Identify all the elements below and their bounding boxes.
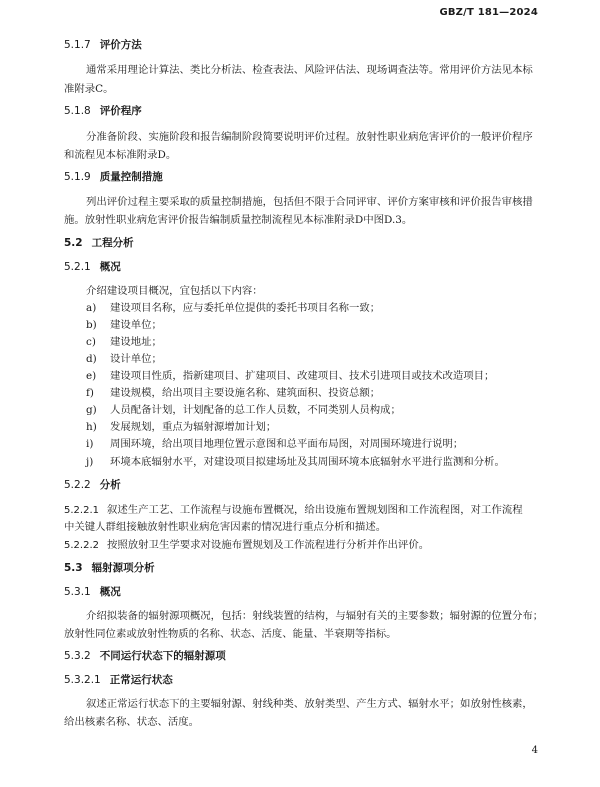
paragraph-text: 按照放射卫生学要求对设施布置规划及工作流程进行分析并作出评价。: [107, 539, 430, 551]
section-5-2-heading: [64, 235, 600, 250]
section-number: 5.3.2.1: [64, 674, 101, 686]
paragraph-text: 叙述生产工艺、工作流程与设施布置概况，给出设施布置规划图和工作流程图，对工作流程: [107, 504, 523, 516]
section-number: 5.2.1: [64, 261, 91, 273]
paragraph-line: 中关键人群组接触放射性职业病危害因素的情况进行重点分析和描述。: [64, 521, 387, 533]
section-number: 5.1.8: [64, 105, 91, 117]
section-number: 5.1.9: [64, 171, 91, 183]
section-title: 概况: [99, 261, 121, 273]
header-standard-code: GBZ/T 181—2024: [439, 7, 538, 18]
paragraph-line: 介绍建设项目概况，宜包括以下内容：: [86, 285, 263, 297]
subsection-number: 5.2.2.2: [64, 540, 99, 551]
list-item: j) 环境本底辐射水平，对建设项目拟建场址及其周围环境本底辐射水平进行监测和分析。: [86, 456, 505, 468]
section-title: 辐射源项分析: [91, 562, 155, 574]
section-5-3-2-heading: [64, 648, 600, 663]
section-number: 5.3.1: [64, 586, 91, 598]
section-5-2-2-heading: [64, 477, 600, 492]
paragraph-line: 准附录C。: [64, 83, 114, 95]
section-5-1-7-heading: [64, 37, 600, 52]
paragraph-line: 和流程见本标准附录D。: [64, 149, 177, 161]
list-item: d) 设计单位；: [86, 353, 162, 365]
paragraph-line: 给出核素名称、状态、活度。: [64, 716, 200, 728]
section-number: 5.3.2: [64, 650, 91, 662]
list-item: c) 建设地址；: [86, 336, 162, 348]
paragraph-line: 叙述正常运行状态下的主要辐射源、射线种类、放射类型、产生方式、辐射水平；如放射性核素，: [86, 698, 533, 710]
list-item: i) 周围环境，给出项目地理位置示意图和总平面布局图，对周围环境进行说明；: [86, 438, 464, 450]
section-5-1-9-heading: [64, 169, 600, 184]
list-item: g) 人员配备计划，计划配备的总工作人员数，不同类别人员构成；: [86, 404, 401, 416]
section-title: 分析: [99, 479, 121, 491]
section-number: 5.1.7: [64, 39, 91, 51]
subsection-5-2-2-2-line: [64, 536, 600, 551]
list-item: e) 建设项目性质，指新建项目、扩建项目、改建项目、技术引进项目或技术改造项目；: [86, 370, 495, 382]
section-number: 5.3: [64, 562, 83, 574]
paragraph-line: 放射性同位素或放射性物质的名称、状态、活度、能量、半衰期等指标。: [64, 628, 397, 640]
section-title: 工程分析: [91, 237, 134, 249]
section-5-1-8-heading: [64, 103, 600, 118]
paragraph-line: 列出评价过程主要采取的质量控制措施，包括但不限于合同评审、评价方案审核和评价报告审核措: [86, 196, 533, 208]
section-title: 正常运行状态: [109, 674, 173, 686]
section-number: 5.2.2: [64, 479, 91, 491]
section-title: 质量控制措施: [99, 171, 163, 183]
paragraph-line: 介绍拟装备的辐射源项概况，包括：射线装置的结构，与辐射有关的主要参数；辐射源的位置分布；: [86, 610, 544, 622]
list-item: f) 建设规模，给出项目主要设施名称、建筑面积、投资总额；: [86, 387, 381, 399]
section-5-3-2-1-heading: [64, 672, 600, 687]
page-number: 4: [531, 745, 538, 756]
paragraph-line: 施。放射性职业病危害评价报告编制质量控制流程见本标准附录D中图D.3。: [64, 214, 413, 226]
subsection-5-2-2-1-line: [64, 501, 600, 516]
list-item: h) 发展规划，重点为辐射源增加计划；: [86, 421, 277, 433]
section-title: 评价程序: [99, 105, 142, 117]
list-item: a) 建设项目名称，应与委托单位提供的委托书项目名称一致；: [86, 302, 381, 314]
section-title: 概况: [99, 586, 121, 598]
list-item: b) 建设单位；: [86, 319, 162, 331]
section-5-2-1-heading: [64, 259, 600, 274]
section-5-3-heading: [64, 560, 600, 575]
paragraph-line: 通常采用理论计算法、类比分析法、检查表法、风险评估法、现场调查法等。常用评价方法见本标: [86, 64, 533, 76]
section-5-3-1-heading: [64, 584, 600, 599]
section-title: 不同运行状态下的辐射源项: [99, 650, 226, 662]
subsection-number: 5.2.2.1: [64, 505, 99, 516]
paragraph-line: 分准备阶段、实施阶段和报告编制阶段简要说明评价过程。放射性职业病危害评价的一般评价程序: [86, 131, 533, 143]
section-number: 5.2: [64, 237, 83, 249]
section-title: 评价方法: [99, 39, 142, 51]
